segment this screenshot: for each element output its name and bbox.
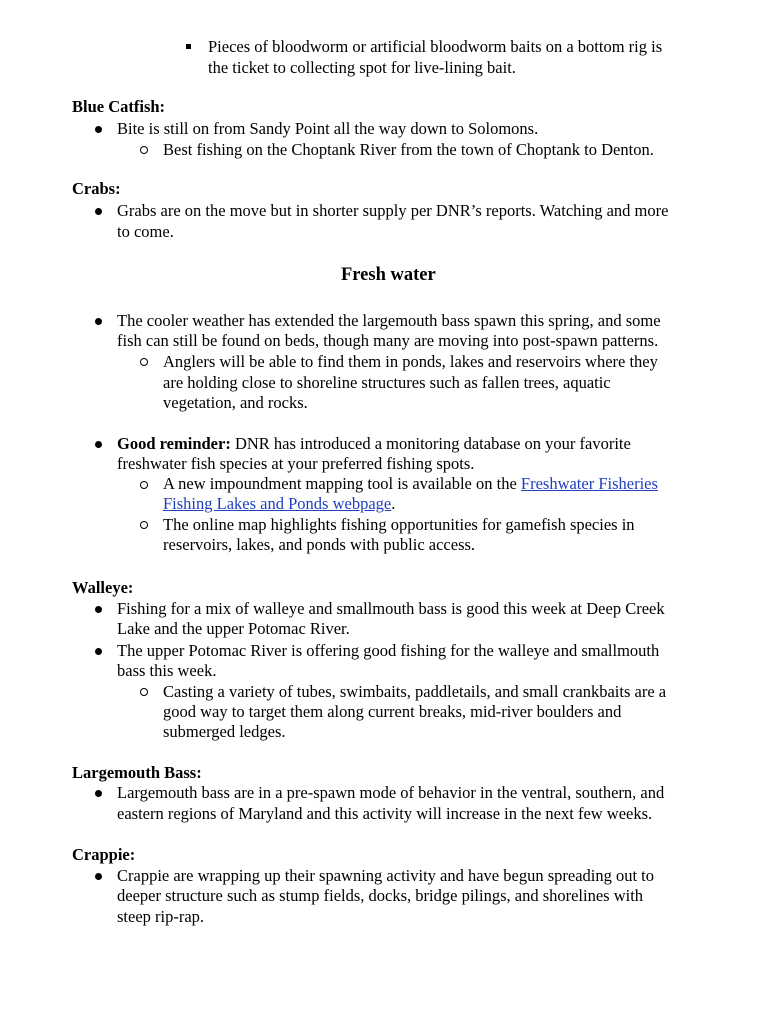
sub-bullet-text: good way to target them along current breaks, mid-river boulders and (163, 702, 622, 721)
bullet-text: Grabs are on the move but in shorter supply per DNR’s reports. Watching and more (117, 201, 669, 220)
bullet-text: bass this week. (117, 661, 217, 680)
bullet-icon (95, 790, 102, 797)
bullet-text: The cooler weather has extended the largemouth bass spawn this spring, and some (117, 311, 661, 330)
bullet-text: the ticket to collecting spot for live-lining bait. (208, 58, 516, 77)
bullet-text: steep rip-rap. (117, 907, 205, 926)
sub-bullet-text: The online map highlights fishing opportunities for gamefish species in (163, 515, 635, 534)
fishing-lakes-ponds-link[interactable]: Fishing Lakes and Ponds webpage (163, 494, 392, 513)
sub-bullet-text: Best fishing on the Choptank River from the town of Choptank to Denton. (163, 140, 654, 159)
sub-bullet-text (163, 474, 658, 494)
sub-bullet-text: reservoirs, lakes, and ponds with public access. (163, 535, 476, 554)
circle-bullet-icon (140, 521, 148, 529)
section-title-blue-catfish: Blue Catfish: (72, 97, 166, 116)
section-title-walleye: Walleye: (72, 578, 134, 597)
bullet-icon (95, 318, 102, 325)
mapping-tool-text: A new impoundment mapping tool is available on the (163, 474, 521, 493)
sub-bullet-text: Anglers will be able to find them in ponds, lakes and reservoirs where they (163, 352, 658, 371)
circle-bullet-icon (140, 146, 148, 154)
circle-bullet-icon (140, 688, 148, 696)
bullet-icon (95, 873, 102, 880)
freshwater-fisheries-link[interactable]: Freshwater Fisheries (520, 474, 658, 493)
bullet-text: The upper Potomac River is offering good fishing for the walleye and smallmouth (117, 641, 660, 660)
bullet-text: deeper structure such as stump fields, docks, bridge pilings, and shorelines with (117, 886, 644, 905)
sub-bullet-text: are holding close to shoreline structures such as fallen trees, aquatic (163, 373, 611, 392)
section-title-crappie: Crappie: (72, 845, 136, 864)
bullet-text: fish can still be found on beds, though many are moving into post-spawn patterns. (117, 331, 659, 350)
bullet-text: Crappie are wrapping up their spawning activity and have begun spreading out to (117, 866, 655, 885)
sub-bullet-text: submerged ledges. (163, 722, 286, 741)
reminder-label: Good reminder: (117, 434, 231, 453)
section-title-crabs: Crabs: (72, 179, 121, 198)
bullet-text: Pieces of bloodworm or artificial bloodworm baits on a bottom rig is (208, 37, 663, 56)
bullet-text: Fishing for a mix of walleye and smallmouth bass is good this week at Deep Creek (117, 599, 665, 618)
sub-bullet-text (163, 494, 395, 514)
bullet-text: eastern regions of Maryland and this activity will increase in the next few weeks. (117, 804, 653, 823)
square-bullet-icon (186, 44, 191, 49)
bullet-text: freshwater fish species at your preferred fishing spots. (117, 454, 475, 473)
section-heading-fresh-water: Fresh water (341, 265, 436, 285)
bullet-icon (95, 606, 102, 613)
section-title-largemouth-bass: Largemouth Bass: (72, 763, 202, 782)
circle-bullet-icon (140, 358, 148, 366)
circle-bullet-icon (140, 481, 148, 489)
bullet-icon (95, 648, 102, 655)
bullet-text: Largemouth bass are in a pre-spawn mode of behavior in the ventral, southern, and (117, 783, 665, 802)
period-text: . (391, 494, 396, 513)
bullet-text: Lake and the upper Potomac River. (117, 619, 350, 638)
bullet-icon (95, 126, 102, 133)
bullet-icon (95, 441, 102, 448)
sub-bullet-text: vegetation, and rocks. (163, 393, 308, 412)
bullet-icon (95, 208, 102, 215)
bullet-text: to come. (117, 222, 174, 241)
bullet-text: Bite is still on from Sandy Point all the way down to Solomons. (117, 119, 539, 138)
sub-bullet-text: Casting a variety of tubes, swimbaits, paddletails, and small crankbaits are a (163, 682, 667, 701)
bullet-text (117, 434, 631, 454)
reminder-text: DNR has introduced a monitoring database on your favorite (230, 434, 631, 453)
